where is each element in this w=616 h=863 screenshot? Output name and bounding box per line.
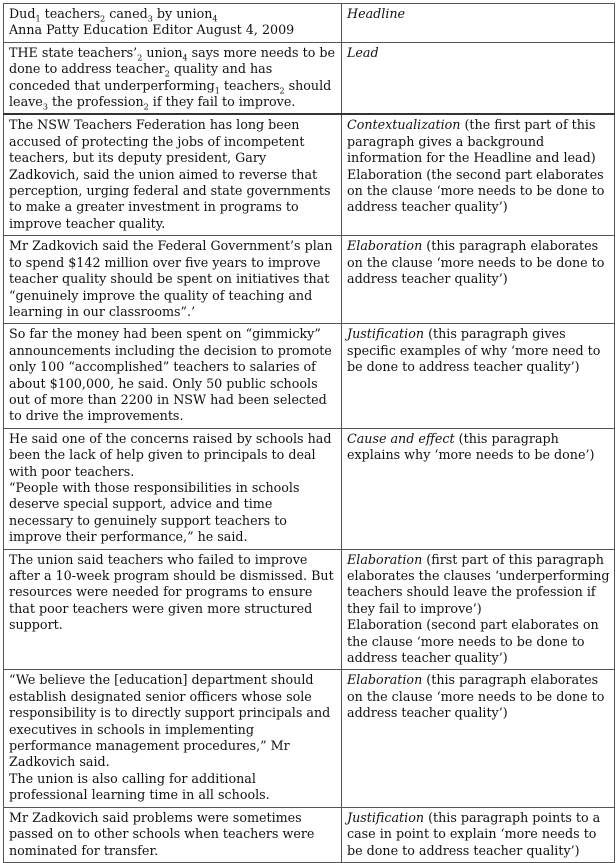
paragraph: [347, 45, 610, 61]
subscript-index: 2: [164, 69, 170, 79]
document-page: [3, 3, 614, 863]
text-run: says more needs to be done to address teacher: [9, 44, 335, 77]
subscript-index: 3: [147, 14, 153, 24]
analysis-cell: [342, 549, 615, 670]
function-label: Elaboration: [347, 672, 423, 688]
text-run: (the first part of this paragraph gives a background information for the Headline and lead): [347, 117, 596, 166]
paragraph: [347, 810, 610, 859]
text-run: should leave: [9, 77, 332, 110]
paragraph: [347, 6, 610, 22]
analysis-cell: [342, 4, 615, 43]
paragraph: [9, 238, 337, 320]
paragraph: [347, 326, 610, 375]
table-row: [4, 4, 615, 43]
table-body: [4, 4, 615, 863]
table-row: [4, 42, 615, 114]
paragraph: [9, 810, 337, 859]
article-text-cell: [4, 42, 342, 114]
function-label: Contextualization: [347, 117, 461, 133]
text-run: “People with those responsibilities in schools deserve special support, advice and time necessary to genuinely support teachers to improve their performance,” he said.: [9, 479, 300, 545]
text-run: (this paragraph explains why ‘more needs to be done’): [347, 430, 595, 463]
function-label: Justification: [347, 326, 425, 342]
text-run: Elaboration (second part elaborates on the clause ‘more needs to be done to address teacher quality’): [347, 617, 599, 666]
text-run: The union said teachers who failed to improve after a 10-week program should be dismissed. But resources were needed for programs to ensure that poor teachers were given more structured support.: [9, 551, 334, 633]
analysis-cell: [342, 670, 615, 807]
paragraph: [347, 238, 610, 287]
paragraph: [347, 117, 610, 166]
paragraph: [347, 552, 610, 618]
paragraph: [9, 45, 337, 111]
subscript-index: 1: [214, 86, 220, 96]
function-label: Justification: [347, 809, 425, 825]
article-text-cell: [4, 670, 342, 807]
function-label: Elaboration: [347, 551, 423, 567]
table-row: [4, 324, 615, 428]
table-row: [4, 670, 615, 807]
function-label: Cause and effect: [347, 430, 455, 446]
analysis-cell: [342, 42, 615, 114]
article-text-cell: [4, 4, 342, 43]
subscript-index: 3: [42, 102, 48, 112]
analysis-cell: [342, 236, 615, 324]
text-run: Dud: [9, 6, 36, 21]
paragraph: [9, 552, 337, 634]
article-text-cell: [4, 236, 342, 324]
text-run: He said one of the concerns raised by schools had been the lack of help given to principals to deal with poor teachers.: [9, 430, 332, 479]
paragraph: [347, 431, 610, 464]
text-run: Anna Patty Education Editor August 4, 2009: [9, 22, 295, 38]
text-run: Elaboration (the second part elaborates on the clause ‘more needs to be done to address teacher quality’): [347, 166, 605, 215]
paragraph: [9, 431, 337, 480]
paragraph: [9, 22, 337, 38]
text-run: teachers: [219, 77, 280, 93]
text-run: union: [142, 44, 183, 60]
paragraph: [9, 117, 337, 232]
subscript-index: 4: [182, 53, 188, 63]
table-row: [4, 428, 615, 549]
text-run: (first part of this paragraph elaborates the clauses ‘underperforming teachers should leave the profession if they fail to improve’): [347, 551, 610, 616]
paragraph: [9, 480, 337, 546]
text-run: teachers: [40, 6, 101, 21]
paragraph: [9, 6, 337, 22]
analysis-cell: [342, 428, 615, 549]
analysis-cell: [342, 324, 615, 428]
paragraph: [9, 771, 337, 804]
text-run: Mr Zadkovich said problems were sometimes passed on to other schools when teachers were nominated for transfer.: [9, 809, 315, 858]
analysis-cell: [342, 114, 615, 235]
paragraph: [347, 617, 610, 666]
text-run: So far the money had been spent on “gimmicky” announcements including the decision to promote only 100 “accomplished” teachers to salaries of about $100,000, he said. Only 50 public schools out of more than 2200 in NSW had been selected to drive the improvements.: [9, 326, 332, 424]
text-run: (this paragraph elaborates on the clause ‘more needs to be done to address teacher quality’): [347, 672, 605, 721]
paragraph: [9, 326, 337, 424]
text-run: by union: [152, 6, 213, 21]
text-run: THE state teachers’: [9, 44, 138, 60]
subscript-index: 4: [212, 14, 218, 24]
article-text-cell: [4, 549, 342, 670]
text-run: quality and has conceded that underperforming: [9, 61, 273, 93]
text-run: “We believe the [education] department should establish designated senior officers whose sole responsibility is to directly support principals and executives in schools in implementing performance management procedures,” Mr Zadkovich said.: [9, 672, 331, 770]
subscript-index: 1: [35, 14, 41, 24]
text-analysis-table: [3, 3, 615, 863]
text-run: (this paragraph gives specific examples of why ‘more need to be done to address teacher quality’): [347, 326, 601, 375]
function-label: Headline: [347, 6, 406, 21]
text-run: (this paragraph points to a case in point to explain ‘more needs to be done to address teacher quality’): [347, 809, 601, 858]
paragraph: [347, 672, 610, 721]
subscript-index: 2: [143, 102, 149, 112]
text-run: the profession: [47, 94, 144, 110]
text-run: (this paragraph elaborates on the clause ‘more needs to be done to address teacher quality’): [347, 238, 605, 287]
text-run: The NSW Teachers Federation has long been accused of protecting the jobs of incompetent teachers, but its deputy president, Gary Zadkovich, said the union aimed to reverse that perception, urging federal and state governments to make a greater investment in programs to improve teacher quality.: [9, 117, 331, 231]
table-row: [4, 236, 615, 324]
article-text-cell: [4, 428, 342, 549]
subscript-index: 2: [279, 86, 285, 96]
article-text-cell: [4, 114, 342, 235]
text-run: caned: [105, 6, 148, 21]
subscript-index: 2: [100, 14, 106, 24]
paragraph: [347, 167, 610, 216]
table-row: [4, 549, 615, 670]
function-label: Elaboration: [347, 238, 423, 254]
function-label: Lead: [347, 44, 379, 60]
subscript-index: 2: [137, 53, 143, 63]
text-run: if they fail to improve.: [148, 94, 296, 110]
table-row: [4, 114, 615, 235]
text-run: The union is also calling for additional professional learning time in all schools.: [9, 770, 270, 803]
text-run: Mr Zadkovich said the Federal Government’s plan to spend $142 million over five years to improve teacher quality should be spent on initiatives that “genuinely improve the quality of teaching and learning in our classrooms”.’: [9, 238, 333, 319]
paragraph: [9, 672, 337, 770]
article-text-cell: [4, 324, 342, 428]
